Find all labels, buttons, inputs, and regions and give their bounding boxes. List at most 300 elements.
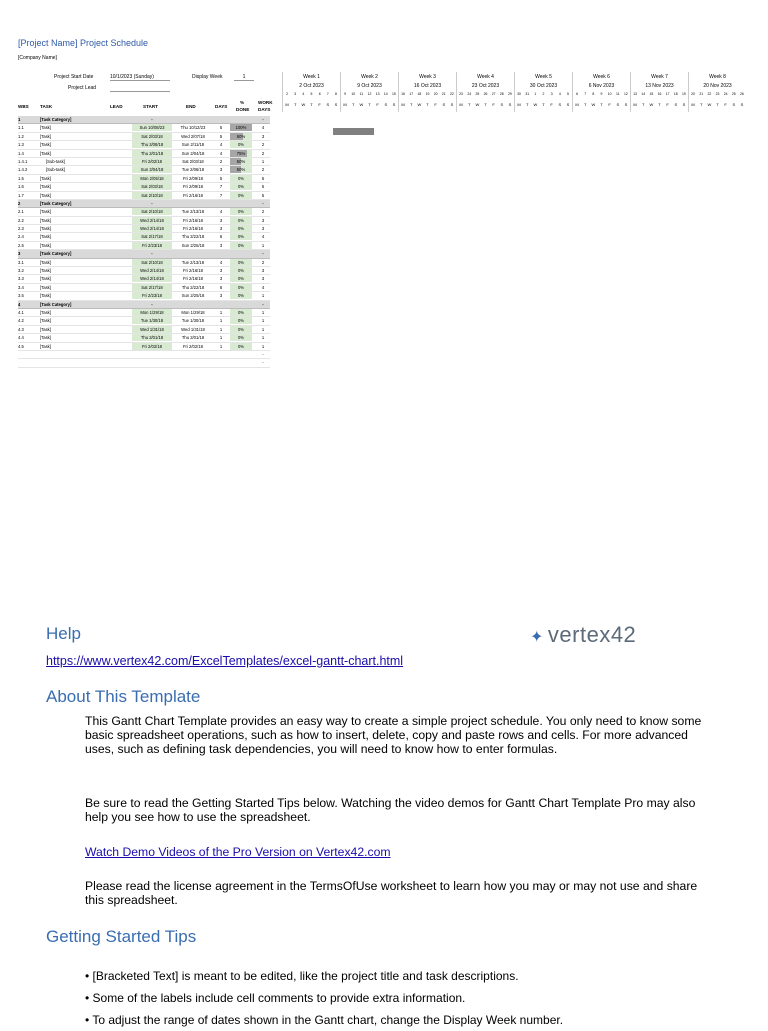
task-table: [18, 116, 270, 368]
week-column: [514, 72, 572, 112]
work-days-cell[interactable]: 3: [261, 268, 265, 274]
percent-done-cell[interactable]: [230, 183, 252, 190]
percent-done-cell[interactable]: [230, 225, 252, 232]
work-days-cell[interactable]: 3: [261, 226, 265, 232]
start-cell[interactable]: Wed 2/14/18: [132, 267, 172, 274]
end-cell[interactable]: Fri 2/16/18: [182, 226, 204, 232]
work-days-cell[interactable]: 5: [261, 175, 265, 181]
task-cell[interactable]: [Task]: [40, 326, 51, 332]
work-days-cell[interactable]: 1: [261, 343, 265, 349]
wbs-cell[interactable]: 4.5: [18, 343, 24, 349]
wbs-cell[interactable]: 1.1: [18, 125, 24, 131]
wbs-cell[interactable]: 3.5: [18, 293, 24, 299]
end-cell[interactable]: Tue 1/30/18: [181, 318, 205, 324]
wbs-cell[interactable]: 2.1: [18, 209, 24, 215]
start-cell[interactable]: Fri 2/02/18: [132, 158, 172, 165]
start-cell[interactable]: -: [151, 251, 153, 257]
task-cell[interactable]: [Task]: [40, 284, 51, 290]
task-cell[interactable]: [Task]: [40, 226, 51, 232]
days-cell[interactable]: 3: [219, 217, 223, 223]
start-cell[interactable]: Wed 2/14/18: [132, 217, 172, 224]
task-row[interactable]: [18, 208, 270, 216]
task-cell[interactable]: [Task Category]: [40, 200, 72, 206]
week-name: Week 8: [709, 74, 726, 80]
end-cell[interactable]: Sun 2/25/18: [181, 293, 205, 299]
start-cell[interactable]: Mon 1/29/18: [132, 309, 172, 316]
task-cell[interactable]: [Task]: [40, 343, 51, 349]
task-cell[interactable]: [Task Category]: [40, 301, 72, 307]
day-number: 14: [641, 92, 646, 96]
end-cell[interactable]: Thu 10/12/23: [180, 125, 206, 131]
days-cell[interactable]: 2: [219, 158, 223, 164]
wbs-cell[interactable]: 1.4.1: [18, 158, 28, 164]
start-cell[interactable]: -: [151, 301, 153, 307]
task-cell[interactable]: [Task]: [40, 293, 51, 299]
start-cell[interactable]: Wed 2/14/18: [132, 225, 172, 232]
task-row[interactable]: [18, 192, 270, 200]
end-cell[interactable]: Fri 2/09/18: [182, 175, 204, 181]
percent-done-cell[interactable]: [230, 208, 252, 215]
wbs-cell[interactable]: 2.2: [18, 217, 24, 223]
task-row[interactable]: [18, 317, 270, 325]
percent-done-cell[interactable]: [230, 267, 252, 274]
wbs-cell[interactable]: 3.4: [18, 284, 24, 290]
work-days-cell[interactable]: 1: [261, 158, 265, 164]
percent-done-value: 0%: [237, 234, 245, 240]
help-url-link[interactable]: https://www.vertex42.com/ExcelTemplates/excel-gantt-chart.html: [46, 654, 404, 668]
days-cell[interactable]: 7: [219, 184, 223, 190]
day-letter: F: [318, 102, 321, 107]
day-number: 27: [491, 92, 496, 96]
task-row[interactable]: [18, 225, 270, 233]
work-days-cell[interactable]: -: [262, 360, 264, 366]
work-days-cell[interactable]: 1: [261, 326, 265, 332]
start-cell[interactable]: Sat 2/17/18: [132, 284, 172, 291]
tip-item: • To adjust the range of dates shown in the Gantt chart, change the Display Week number.: [85, 1013, 564, 1027]
task-row[interactable]: [18, 150, 270, 158]
wbs-cell[interactable]: 1.3: [18, 142, 24, 148]
start-cell[interactable]: Fri 2/23/18: [132, 242, 172, 249]
wbs-cell[interactable]: 1.4.2: [18, 167, 28, 173]
day-number: 25: [731, 92, 736, 96]
start-cell[interactable]: Sun 10/08/23: [132, 124, 172, 131]
percent-done-cell[interactable]: [230, 284, 252, 291]
col-work-top: WORK: [258, 100, 273, 105]
day-letter: S: [616, 102, 620, 107]
week-column: [456, 72, 514, 112]
percent-done-value: 0%: [237, 142, 245, 148]
wbs-cell[interactable]: 4.4: [18, 335, 24, 341]
start-cell[interactable]: Tue 1/30/18: [132, 317, 172, 324]
percent-done-cell[interactable]: [230, 309, 252, 316]
task-row[interactable]: [18, 309, 270, 317]
days-cell[interactable]: 1: [219, 335, 223, 341]
day-numbers: [573, 92, 630, 96]
percent-done-cell[interactable]: [230, 124, 252, 131]
col-done-bottom: DONE: [236, 107, 250, 112]
percent-done-cell[interactable]: [230, 133, 252, 140]
wbs-cell[interactable]: 4: [18, 301, 21, 307]
task-cell[interactable]: [Sub-task]: [46, 158, 65, 164]
work-days-cell[interactable]: 4: [261, 125, 265, 131]
percent-done-cell[interactable]: [230, 242, 252, 249]
day-number: 1: [534, 92, 537, 96]
task-row[interactable]: [18, 326, 270, 334]
task-cell[interactable]: [Task]: [40, 268, 51, 274]
start-cell[interactable]: Sat 2/03/18: [132, 133, 172, 140]
week-date: 20 Nov 2023: [703, 83, 732, 89]
task-row[interactable]: [18, 351, 270, 359]
end-cell[interactable]: Wed 2/07/18: [181, 133, 205, 139]
days-cell[interactable]: 3: [219, 293, 223, 299]
day-letter: T: [641, 102, 645, 107]
task-row[interactable]: [18, 175, 270, 183]
day-number: 2: [542, 92, 545, 96]
work-days-cell[interactable]: 4: [261, 234, 265, 240]
percent-done-cell[interactable]: [230, 292, 252, 299]
start-cell[interactable]: Thu 2/08/18: [132, 141, 172, 148]
days-cell[interactable]: 4: [219, 142, 223, 148]
percent-done-value: 60%: [236, 133, 246, 139]
work-days-cell[interactable]: -: [262, 200, 264, 206]
wbs-cell[interactable]: 1.7: [18, 192, 24, 198]
task-row[interactable]: [18, 242, 270, 250]
start-cell[interactable]: Fri 2/02/18: [132, 343, 172, 350]
percent-done-cell[interactable]: [230, 317, 252, 324]
percent-done-cell[interactable]: [230, 175, 252, 182]
task-row[interactable]: [18, 359, 270, 367]
category-row[interactable]: [18, 116, 270, 124]
days-cell[interactable]: 6: [219, 234, 223, 240]
task-cell[interactable]: [Task]: [40, 133, 51, 139]
day-letter: F: [724, 102, 727, 107]
week-date: 9 Oct 2023: [357, 83, 382, 89]
day-letter: T: [310, 102, 313, 107]
task-cell[interactable]: [Task]: [40, 276, 51, 282]
percent-done-cell[interactable]: [230, 326, 252, 333]
start-cell[interactable]: Mon 2/05/18: [132, 175, 172, 182]
day-numbers: [515, 92, 572, 96]
day-letter: S: [326, 102, 330, 107]
work-days-cell[interactable]: -: [262, 251, 264, 257]
work-days-cell[interactable]: 1: [261, 318, 265, 324]
task-cell[interactable]: [Task Category]: [40, 117, 72, 122]
end-cell[interactable]: Mon 1/29/18: [181, 309, 205, 315]
work-days-cell[interactable]: 3: [261, 217, 265, 223]
task-row[interactable]: [18, 158, 270, 166]
percent-done-value: 50%: [236, 167, 246, 173]
task-cell[interactable]: [Task]: [40, 209, 51, 215]
days-cell[interactable]: 1: [219, 343, 223, 349]
work-days-cell[interactable]: 1: [261, 335, 265, 341]
category-row[interactable]: [18, 301, 270, 309]
task-cell[interactable]: [Task]: [40, 125, 51, 131]
day-letter: M: [691, 102, 695, 107]
week-column: [340, 72, 398, 112]
wbs-cell[interactable]: 4.3: [18, 326, 24, 332]
day-numbers: [341, 92, 398, 96]
percent-done-cell[interactable]: [230, 192, 252, 199]
day-letter: F: [492, 102, 495, 107]
work-days-cell[interactable]: -: [262, 117, 264, 122]
day-number: 20: [433, 92, 438, 96]
category-row[interactable]: [18, 250, 270, 258]
end-cell[interactable]: Fri 2/16/18: [182, 268, 204, 274]
task-cell[interactable]: [Sub-task]: [46, 167, 65, 173]
task-row[interactable]: [18, 141, 270, 149]
percent-done-value: 0%: [237, 318, 245, 324]
about-heading: About This Template: [46, 687, 201, 706]
work-days-cell[interactable]: 1: [261, 309, 265, 315]
percent-done-cell[interactable]: [230, 334, 252, 341]
task-cell[interactable]: [Task]: [40, 217, 51, 223]
end-cell[interactable]: Tue 2/06/18: [181, 167, 205, 173]
end-cell[interactable]: Thu 2/01/18: [181, 335, 205, 341]
end-cell[interactable]: Tue 2/13/18: [181, 259, 205, 265]
percent-done-cell[interactable]: [230, 343, 252, 350]
wbs-cell[interactable]: 2.5: [18, 242, 24, 248]
percent-done-cell[interactable]: [230, 233, 252, 240]
days-cell[interactable]: 1: [219, 318, 223, 324]
end-cell[interactable]: Sun 2/04/18: [181, 150, 205, 156]
end-cell[interactable]: Tue 2/13/18: [181, 209, 205, 215]
percent-done-cell[interactable]: [230, 150, 252, 157]
percent-done-cell[interactable]: [230, 166, 252, 173]
category-row[interactable]: [18, 200, 270, 208]
task-row[interactable]: [18, 233, 270, 241]
day-letter: S: [508, 102, 512, 107]
start-cell[interactable]: Thu 2/01/18: [132, 334, 172, 341]
end-cell[interactable]: Fri 2/16/18: [182, 192, 204, 198]
work-days-cell[interactable]: 3: [261, 276, 265, 282]
task-row[interactable]: [18, 124, 270, 132]
task-row[interactable]: [18, 334, 270, 342]
start-cell[interactable]: Wed 1/31/18: [132, 326, 172, 333]
day-number: 3: [550, 92, 553, 96]
project-title[interactable]: [Project Name] Project Schedule: [18, 38, 149, 48]
percent-done-value: 0%: [237, 276, 245, 282]
wbs-cell[interactable]: 1.2: [18, 133, 24, 139]
day-letter: T: [658, 102, 661, 107]
end-cell[interactable]: Thu 2/22/18: [181, 284, 205, 290]
day-letter: F: [376, 102, 379, 107]
end-cell[interactable]: Sun 2/11/18: [181, 142, 205, 148]
display-week-value[interactable]: 1: [234, 74, 254, 81]
task-cell[interactable]: [Task]: [40, 335, 51, 341]
end-cell[interactable]: Fri 2/16/18: [182, 276, 204, 282]
task-cell[interactable]: [Task]: [40, 192, 51, 198]
work-days-cell[interactable]: 3: [261, 133, 265, 139]
task-row[interactable]: [18, 284, 270, 292]
task-row[interactable]: [18, 275, 270, 283]
week-name: Week 7: [651, 74, 668, 80]
day-number: 5: [310, 92, 313, 96]
start-cell[interactable]: Sat 2/17/18: [132, 233, 172, 240]
wbs-cell[interactable]: 3.3: [18, 276, 24, 282]
percent-done-cell[interactable]: [230, 158, 252, 165]
days-cell[interactable]: 1: [219, 326, 223, 332]
days-cell[interactable]: 5: [219, 125, 223, 131]
work-days-cell[interactable]: 2: [261, 150, 265, 156]
week-column: [688, 72, 746, 112]
task-row[interactable]: [18, 217, 270, 225]
about-paragraph-2: Be sure to read the Getting Started Tips below. Watching the video demos for Gantt Chart Template Pro may also help you see how to use the spreadsheet.: [85, 796, 696, 824]
day-letter: S: [392, 102, 396, 107]
percent-done-value: 0%: [237, 175, 245, 181]
end-cell[interactable]: Wed 1/31/18: [181, 326, 205, 332]
end-cell[interactable]: Sat 2/03/18: [182, 158, 204, 164]
task-cell[interactable]: [Task]: [40, 259, 51, 265]
days-cell[interactable]: 3: [219, 226, 223, 232]
work-days-cell[interactable]: 2: [261, 259, 265, 265]
week-date: 13 Nov 2023: [645, 83, 674, 89]
work-days-cell[interactable]: 2: [261, 142, 265, 148]
company-name[interactable]: [Company Name]: [18, 55, 57, 61]
day-letter: T: [426, 102, 429, 107]
week-column: [398, 72, 456, 112]
wbs-cell[interactable]: 2: [18, 200, 21, 206]
end-cell[interactable]: Fri 2/02/18: [182, 343, 204, 349]
start-cell[interactable]: Sat 2/10/18: [132, 259, 172, 266]
day-letter: W: [707, 102, 712, 107]
day-letter: S: [624, 102, 628, 107]
days-cell[interactable]: 4: [219, 150, 223, 156]
days-cell[interactable]: 5: [219, 133, 223, 139]
days-cell[interactable]: 4: [219, 209, 223, 215]
start-cell[interactable]: Sat 2/10/18: [132, 208, 172, 215]
work-days-cell[interactable]: -: [262, 301, 264, 307]
week-date: 30 Oct 2023: [529, 83, 558, 89]
days-cell[interactable]: 3: [219, 242, 223, 248]
wbs-cell[interactable]: 3.2: [18, 268, 24, 274]
day-letter: M: [633, 102, 637, 107]
percent-done-cell[interactable]: [230, 275, 252, 282]
project-lead-value[interactable]: [110, 85, 170, 92]
task-row[interactable]: [18, 166, 270, 174]
task-cell[interactable]: [Task]: [40, 309, 51, 315]
task-row[interactable]: [18, 183, 270, 191]
days-cell[interactable]: 1: [219, 309, 223, 315]
days-cell[interactable]: 4: [219, 259, 223, 265]
day-number: 26: [483, 92, 488, 96]
work-days-cell[interactable]: 1: [261, 293, 265, 299]
wbs-cell[interactable]: 4.2: [18, 318, 24, 324]
end-cell[interactable]: Fri 2/09/18: [182, 184, 204, 190]
col-done-top: %: [240, 100, 245, 105]
days-cell[interactable]: 6: [219, 284, 223, 290]
start-cell[interactable]: Sun 2/04/18: [132, 166, 172, 173]
days-cell[interactable]: 5: [219, 175, 223, 181]
start-cell[interactable]: Wed 2/14/18: [132, 275, 172, 282]
tip-item: • Some of the labels include cell comments to provide extra information.: [85, 991, 466, 1005]
work-days-cell[interactable]: 2: [261, 167, 265, 173]
task-cell[interactable]: [Task]: [40, 142, 51, 148]
percent-done-cell[interactable]: [230, 141, 252, 148]
start-cell[interactable]: -: [151, 200, 153, 206]
wbs-cell[interactable]: 1.4: [18, 150, 24, 156]
task-row[interactable]: [18, 133, 270, 141]
day-letters: [283, 102, 340, 107]
task-cell[interactable]: [Task Category]: [40, 251, 72, 257]
day-number: 13: [375, 92, 380, 96]
day-letters: [631, 102, 688, 107]
percent-done-value: 0%: [237, 217, 245, 223]
day-number: 19: [425, 92, 430, 96]
task-row[interactable]: [18, 343, 270, 351]
task-cell[interactable]: [Task]: [40, 175, 51, 181]
start-cell[interactable]: Sat 2/03/18: [132, 183, 172, 190]
day-letter: T: [484, 102, 487, 107]
day-letter: S: [442, 102, 446, 107]
wbs-cell[interactable]: 2.3: [18, 226, 24, 232]
vertex42-mark-icon: ✦: [530, 629, 544, 646]
task-cell[interactable]: [Task]: [40, 184, 51, 190]
task-row[interactable]: [18, 267, 270, 275]
start-cell[interactable]: Fri 2/23/18: [132, 292, 172, 299]
end-cell[interactable]: Thu 2/22/18: [181, 234, 205, 240]
days-cell[interactable]: 3: [219, 167, 223, 173]
demo-video-link[interactable]: Watch Demo Videos of the Pro Version on Vertex42.com: [85, 845, 391, 859]
task-cell[interactable]: [Task]: [40, 318, 51, 324]
percent-done-value: 0%: [237, 335, 245, 341]
task-cell[interactable]: [Task]: [40, 234, 51, 240]
start-cell[interactable]: Thu 2/01/18: [132, 150, 172, 157]
day-letter: S: [334, 102, 338, 107]
day-number: 4: [558, 92, 561, 96]
help-heading: Help: [46, 624, 81, 643]
day-letter: W: [591, 102, 596, 107]
percent-done-value: 0%: [237, 293, 245, 299]
week-date: 23 Oct 2023: [471, 83, 500, 89]
work-days-cell[interactable]: 5: [261, 192, 265, 198]
work-days-cell[interactable]: 4: [261, 284, 265, 290]
work-days-cell[interactable]: 5: [261, 184, 265, 190]
end-cell[interactable]: Sun 2/25/18: [181, 242, 205, 248]
percent-done-value: 0%: [237, 343, 245, 349]
end-cell[interactable]: Fri 2/16/18: [182, 217, 204, 223]
day-number: 9: [600, 92, 603, 96]
task-cell[interactable]: [Task]: [40, 150, 51, 156]
wbs-cell[interactable]: 2.4: [18, 234, 24, 240]
percent-done-cell[interactable]: [230, 217, 252, 224]
start-cell[interactable]: -: [151, 117, 153, 122]
start-cell[interactable]: Sat 2/10/18: [132, 192, 172, 199]
wbs-cell[interactable]: 3.1: [18, 259, 24, 265]
percent-done-value: 50%: [236, 158, 246, 164]
work-days-cell[interactable]: -: [262, 351, 264, 357]
wbs-cell[interactable]: 1.5: [18, 175, 24, 181]
day-letter: T: [542, 102, 545, 107]
task-cell[interactable]: [Task]: [40, 242, 51, 248]
wbs-cell[interactable]: 3: [18, 251, 21, 257]
days-cell[interactable]: 3: [219, 268, 223, 274]
days-cell[interactable]: 3: [219, 276, 223, 282]
wbs-cell[interactable]: 4.1: [18, 309, 24, 315]
day-letter: T: [351, 102, 355, 107]
day-letter: F: [666, 102, 669, 107]
wbs-cell[interactable]: 1.6: [18, 184, 24, 190]
work-days-cell[interactable]: 1: [261, 242, 265, 248]
wbs-cell[interactable]: 1: [18, 117, 21, 122]
project-start-value[interactable]: 10/1/2023 (Sunday): [110, 74, 170, 81]
task-row[interactable]: [18, 259, 270, 267]
display-week-label: Display Week: [192, 74, 223, 80]
task-row[interactable]: [18, 292, 270, 300]
day-number: 13: [633, 92, 637, 96]
percent-done-cell[interactable]: [230, 259, 252, 266]
work-days-cell[interactable]: 2: [261, 209, 265, 215]
days-cell[interactable]: 7: [219, 192, 223, 198]
